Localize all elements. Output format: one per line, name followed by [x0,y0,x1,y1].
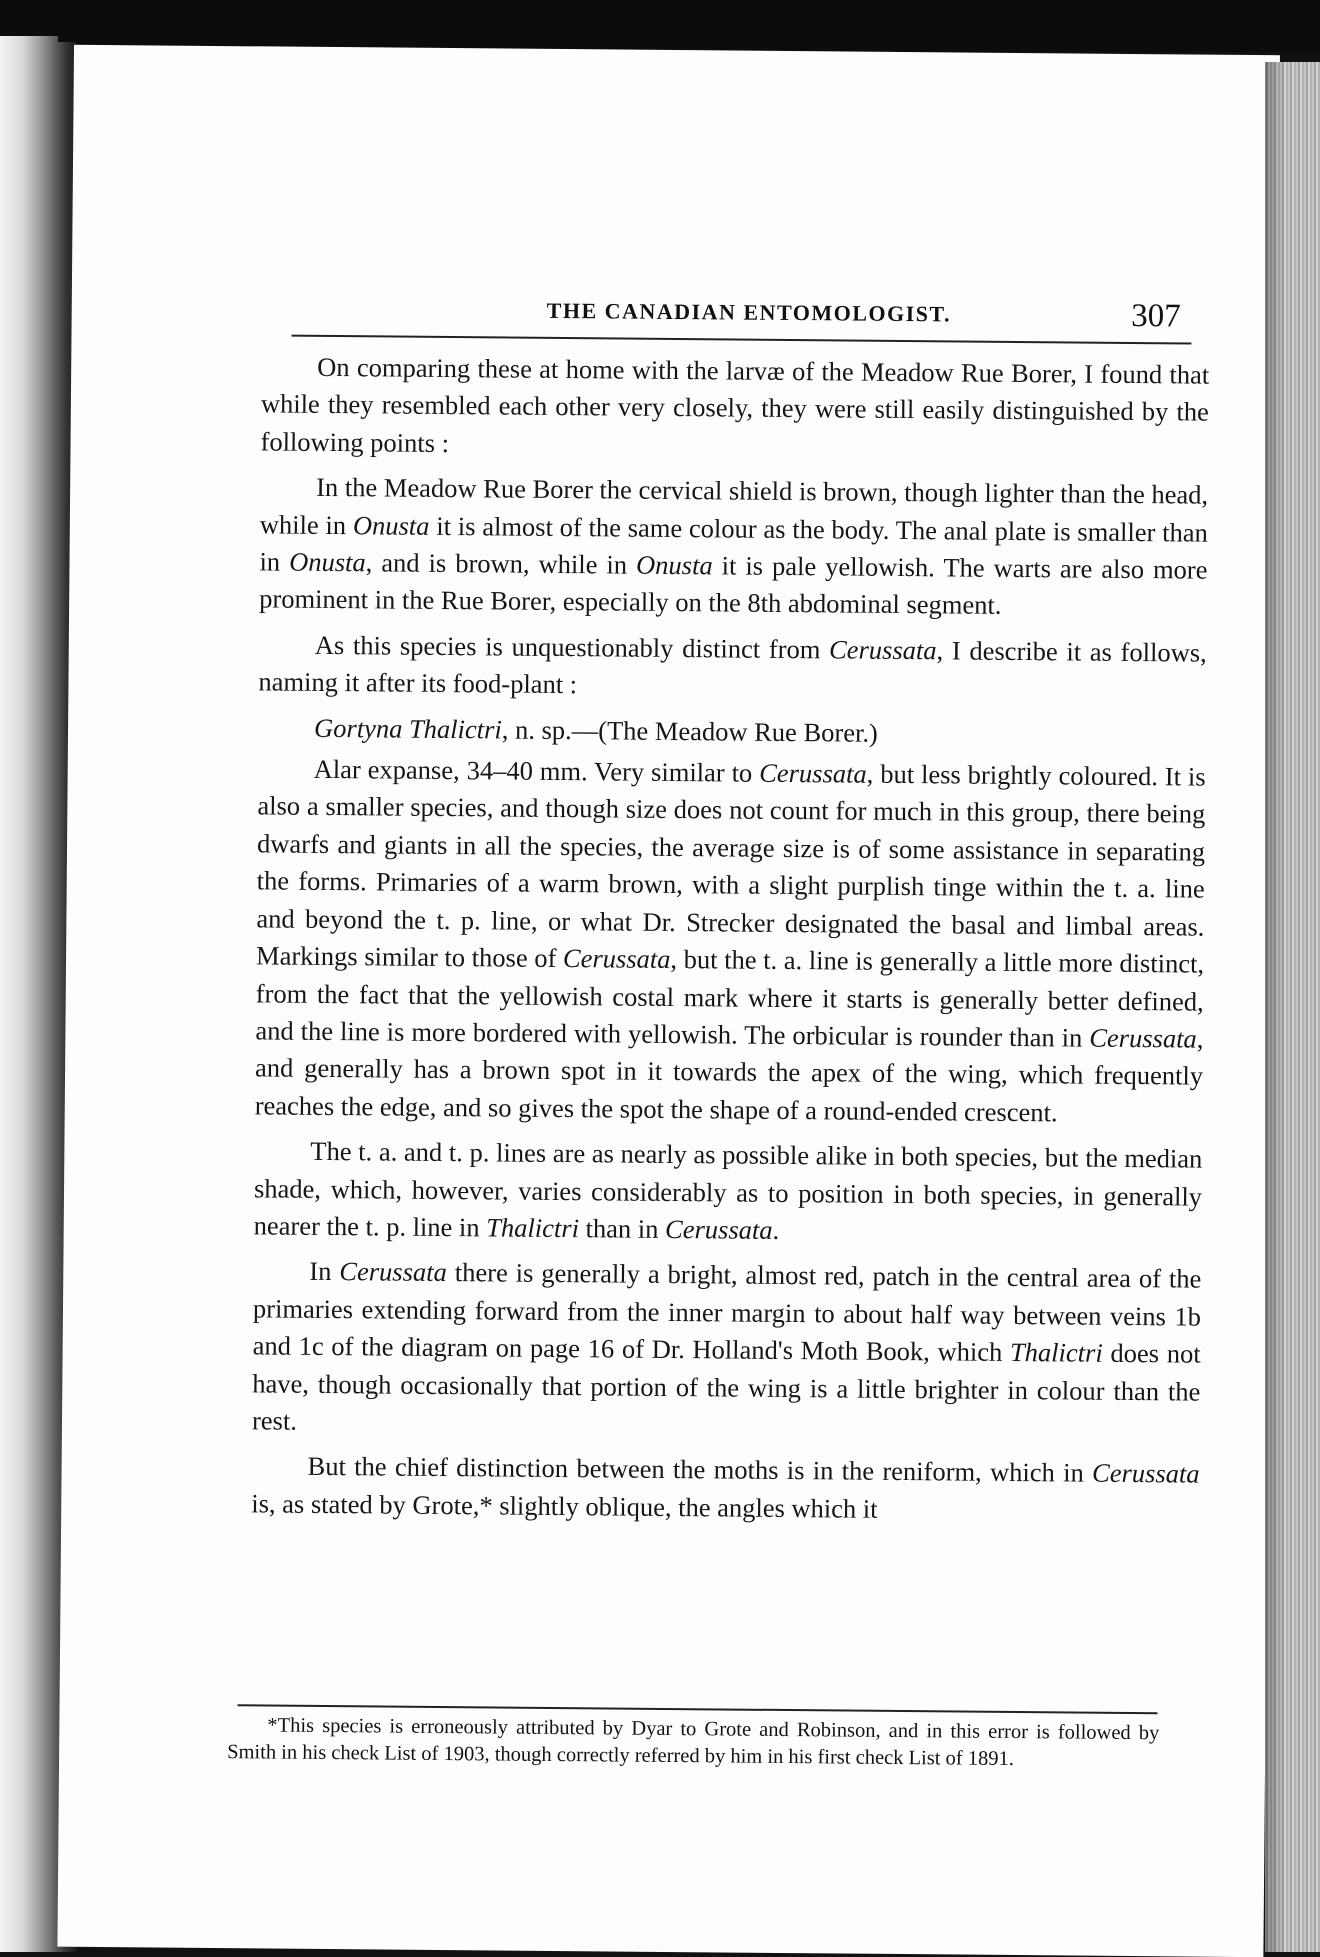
italic-term: Onusta [352,509,430,541]
text-segment: In [309,1256,340,1287]
italic-term: Cerussata [828,634,937,666]
article-body [251,348,1209,1538]
species-heading [258,709,1206,755]
text-segment: The t. a. and t. p. lines are as nearly as possible alike in both species, but the median shade, which, however, varies considerably as to position in both species, in generally nearer the t. p. line in [253,1135,1203,1243]
footnote-text: *This species is erroneously attributed by Dyar to Grote and Robinson, and in this error is followed by Smith in his check List of 1903, though correctly referred by him in his first check List of 1891. [227,1714,1160,1771]
italic-term: Cerussata [562,943,671,975]
text-segment: it is almost of the same colour as the body. The anal plate is smaller than in [259,510,1208,577]
page-header [206,234,1201,353]
text-segment: than in [578,1213,666,1244]
italic-term: Cerussata [339,1256,448,1288]
running-head: THE CANADIAN ENTOMOLOGIST. [546,297,952,327]
italic-term: Cerussata [759,757,867,789]
italic-term: Cerussata [1091,1458,1200,1489]
paragraph-p7 [252,1253,1202,1448]
scan-background-top [0,0,1320,52]
italic-term: Cerussata [665,1213,773,1245]
text-segment: , but less brightly coloured. It is also a smaller species, and though size does not count for much in this group, there being dwarfs and giants in all the species, the average size is of some assistance in separating the forms. Primaries of a warm brown, with a slight purplish tinge within the t. a. line and beyond the t. p. line, or what Dr. Strecker designated the basal and limbal areas. Markings similar to those of [255,758,1206,974]
italic-term: Thalictri [1009,1337,1103,1368]
paragraph-p6 [254,1132,1203,1252]
text-segment: , and is brown, while in [365,547,637,580]
paragraph-p1 [260,348,1209,468]
book-page [57,45,1280,1957]
page-stack-shadow [1265,62,1285,1952]
italic-term: Gortyna Thalictri [313,712,502,745]
paragraph-p5 [255,750,1206,1132]
italic-term: Onusta [289,546,366,578]
text-segment: , but the t. a. line is generally a little more distinct, from the fact that the yellowish costal mark where it starts is generally better defined, and the line is more bordered with yellowish. The orbicular is rounder than in [255,944,1205,1053]
text-segment: . [772,1214,780,1245]
paragraph-p3 [258,626,1207,709]
text-segment: In the Meadow Rue Borer the cervical shield is brown, though lighter than the head, while in [259,472,1209,540]
paragraph-p8 [251,1448,1200,1531]
text-segment: Alar expanse, 34–40 mm. Very similar to [313,753,760,788]
facing-page-edge [0,36,58,1952]
text-segment: , n. sp.—(The Meadow Rue Borer.) [501,714,878,748]
text-segment: , I describe it as follows, naming it after its food-plant : [258,635,1207,700]
text-segment: does not have, though occasionally that portion of the wing is a little brighter in colour than the rest. [251,1337,1201,1436]
footnote [227,1712,1159,1774]
italic-term: Thalictri [486,1212,580,1244]
text-segment: But the chief distinction between the moths is in the reniform, which in [307,1451,1093,1489]
text-segment: is, as stated by Grote,* slightly oblique, the angles which it [251,1488,878,1524]
paragraph-p2 [259,469,1208,627]
text-segment: there is generally a bright, almost red, patch in the central area of the primaries extending forward from the inner margin to about half way between veins 1b and 1c of the diagram on page 16 of Dr. Holland's Moth Book, which [252,1257,1202,1368]
italic-term: Cerussata [1089,1022,1197,1054]
text-segment: it is pale yellowish. The warts are also more prominent in the Rue Borer, especially on the 8th abdominal segment. [259,550,1208,621]
header-rule [291,335,1191,345]
italic-term: Onusta [635,549,713,581]
text-segment: On comparing these at home with the larvæ of the Meadow Rue Borer, I found that while they resembled each other very closely, they were still easily distinguished by the following points : [260,351,1210,458]
text-segment: , and generally has a brown spot in it towards the apex of the wing, which frequently reaches the edge, and so gives the spot the shape of a round-ended crescent. [254,1023,1204,1128]
text-segment: As this species is unquestionably distinct from [314,629,830,665]
page-number: 307 [1131,297,1181,335]
